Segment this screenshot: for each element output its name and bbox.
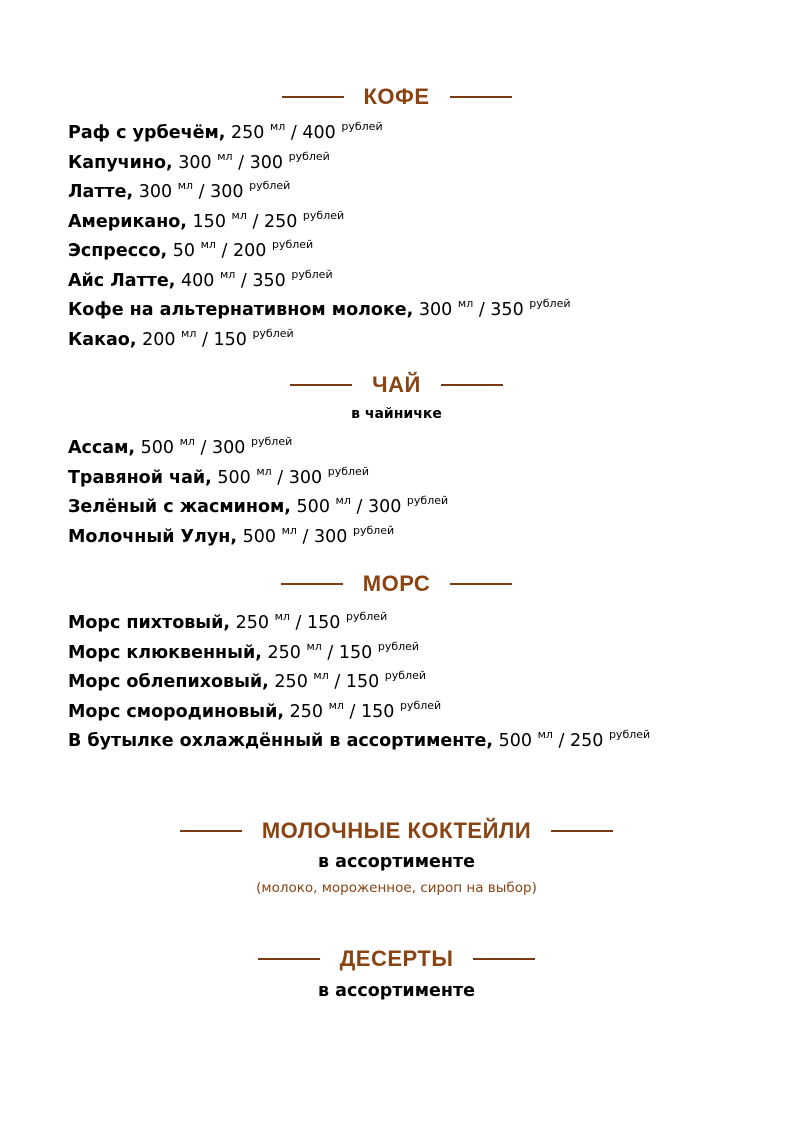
item-volume: 200 [142, 329, 176, 350]
item-name: Морс смородиновый, [68, 701, 284, 722]
item-price: 400 [302, 123, 336, 143]
price-unit: рублей [341, 120, 383, 133]
tea-heading [0, 372, 793, 398]
separator: / [290, 123, 297, 143]
mors-list [68, 609, 650, 757]
price-unit: рублей [399, 698, 442, 712]
item-name: Молочный Улун, [68, 526, 238, 547]
volume-unit: мл [179, 435, 195, 448]
item-volume: 150 [192, 211, 226, 232]
item-volume: 500 [217, 467, 251, 488]
volume-unit: мл [269, 120, 286, 133]
price-unit: рублей [327, 464, 369, 478]
item-volume: 300 [178, 152, 212, 173]
menu-item [68, 727, 650, 757]
volume-unit: мл [537, 728, 553, 741]
separator: / [334, 672, 341, 692]
item-price: 300 [210, 182, 244, 202]
item-volume: 500 [242, 526, 277, 547]
menu-item [68, 668, 650, 698]
item-name: Американо, [68, 211, 187, 232]
price-unit: рублей [608, 728, 651, 741]
item-volume: 250 [267, 642, 301, 663]
item-price: 250 [263, 211, 298, 232]
tea-subtitle: в чайничке [351, 406, 442, 422]
item-name: Айс Латте, [68, 270, 176, 291]
item-price: 250 [569, 731, 604, 751]
item-name: Эспрессо, [68, 241, 168, 261]
menu-item [68, 698, 650, 728]
mors-heading [0, 571, 793, 597]
volume-unit: мл [181, 326, 197, 340]
item-price: 350 [252, 270, 286, 291]
item-name: Раф с урбечём, [68, 123, 226, 143]
price-unit: рублей [302, 208, 345, 222]
separator: / [295, 613, 302, 633]
menu-item [68, 434, 448, 464]
item-price: 300 [367, 497, 402, 517]
item-name: Зелёный с жасмином, [68, 497, 291, 517]
item-volume: 400 [181, 270, 215, 291]
item-volume: 500 [140, 438, 175, 458]
price-unit: рублей [377, 639, 420, 653]
item-price: 150 [360, 701, 395, 722]
desserts-subtitle: в ассортименте [318, 981, 475, 1001]
separator: / [478, 300, 485, 320]
desserts-title: ДЕСЕРТЫ [339, 946, 454, 971]
item-volume: 500 [296, 497, 330, 517]
shakes-title: МОЛОЧНЫЕ КОКТЕЙЛИ [261, 818, 532, 843]
price-unit: рублей [352, 523, 395, 537]
volume-unit: мл [177, 179, 194, 192]
volume-unit: мл [219, 267, 236, 281]
price-unit: рублей [406, 494, 449, 507]
volume-unit: мл [256, 464, 272, 478]
mors-title: МОРС [362, 571, 431, 596]
price-unit: рублей [291, 267, 333, 281]
menu-item [68, 639, 650, 669]
item-price: 200 [232, 241, 267, 261]
item-volume: 500 [498, 731, 532, 751]
item-price: 150 [345, 672, 380, 692]
separator: / [302, 526, 309, 547]
separator: / [558, 731, 565, 751]
item-price: 300 [212, 438, 246, 458]
separator: / [349, 701, 356, 722]
menu-item [68, 609, 650, 639]
volume-unit: мл [313, 669, 329, 682]
separator: / [277, 467, 284, 488]
separator: / [221, 241, 228, 261]
menu-item [68, 296, 571, 326]
shakes-heading [0, 818, 793, 844]
item-volume: 300 [138, 182, 173, 202]
item-name: Кофе на альтернативном молоке, [68, 300, 414, 320]
item-price: 300 [314, 526, 348, 547]
coffee-title: КОФЕ [363, 84, 430, 109]
menu-item [68, 149, 571, 179]
separator: / [252, 211, 259, 232]
item-volume: 250 [289, 701, 323, 722]
volume-unit: мл [281, 523, 297, 537]
separator: / [356, 497, 363, 517]
separator: / [238, 152, 245, 173]
heading-rule-left [281, 583, 343, 585]
desserts-heading [0, 946, 793, 972]
item-price: 300 [288, 467, 323, 488]
volume-unit: мл [200, 238, 216, 251]
price-unit: рублей [346, 610, 388, 623]
menu-item [68, 523, 448, 553]
heading-rule-left [258, 958, 320, 960]
price-unit: рублей [288, 149, 330, 163]
separator: / [240, 270, 247, 291]
item-volume: 250 [274, 672, 308, 692]
heading-rule-left [290, 384, 352, 386]
heading-rule-right [473, 958, 535, 960]
volume-unit: мл [335, 494, 351, 507]
menu-item [68, 237, 571, 267]
tea-list [68, 434, 448, 552]
shakes-note: (молоко, мороженное, сироп на выбор) [256, 880, 537, 896]
price-unit: рублей [249, 179, 291, 192]
menu-item [68, 119, 571, 149]
heading-rule-left [180, 830, 242, 832]
volume-unit: мл [231, 208, 247, 222]
heading-rule-left [282, 96, 344, 98]
item-name: Какао, [68, 329, 137, 350]
price-unit: рублей [384, 669, 427, 682]
tea-title: ЧАЙ [372, 372, 421, 397]
item-name: Морс клюквенный, [68, 642, 262, 663]
item-name: В бутылке охлаждённый в ассортименте, [68, 731, 493, 751]
menu-item [68, 464, 448, 494]
heading-rule-right [551, 830, 613, 832]
separator: / [327, 642, 334, 663]
separator: / [201, 329, 208, 350]
menu-item [68, 208, 571, 238]
volume-unit: мл [306, 639, 322, 653]
heading-rule-right [450, 96, 512, 98]
item-name: Морс облепиховый, [68, 672, 269, 692]
volume-unit: мл [457, 297, 474, 310]
heading-rule-right [450, 583, 512, 585]
item-price: 150 [338, 642, 373, 663]
item-volume: 250 [231, 123, 265, 143]
menu-item [68, 326, 571, 356]
price-unit: рублей [251, 435, 293, 448]
heading-rule-right [441, 384, 503, 386]
shakes-subtitle: в ассортименте [318, 852, 475, 872]
item-name: Латте, [68, 182, 134, 202]
item-name: Капучино, [68, 152, 173, 173]
item-price: 150 [307, 613, 341, 633]
item-price: 150 [213, 329, 247, 350]
item-price: 350 [490, 300, 524, 320]
price-unit: рублей [271, 238, 314, 251]
price-unit: рублей [252, 326, 294, 340]
item-name: Морс пихтовый, [68, 613, 231, 633]
volume-unit: мл [217, 149, 233, 163]
price-unit: рублей [529, 297, 571, 310]
volume-unit: мл [274, 610, 290, 623]
item-volume: 300 [418, 300, 453, 320]
volume-unit: мл [328, 698, 344, 712]
item-name: Травяной чай, [68, 467, 212, 488]
menu-item [68, 267, 571, 297]
menu-item [68, 178, 571, 208]
item-volume: 50 [172, 241, 195, 261]
coffee-list [68, 119, 571, 355]
separator: / [198, 182, 205, 202]
item-price: 300 [249, 152, 284, 173]
menu-item [68, 493, 448, 523]
separator: / [200, 438, 207, 458]
item-name: Ассам, [68, 438, 136, 458]
coffee-heading [0, 84, 793, 110]
item-volume: 250 [235, 613, 270, 633]
